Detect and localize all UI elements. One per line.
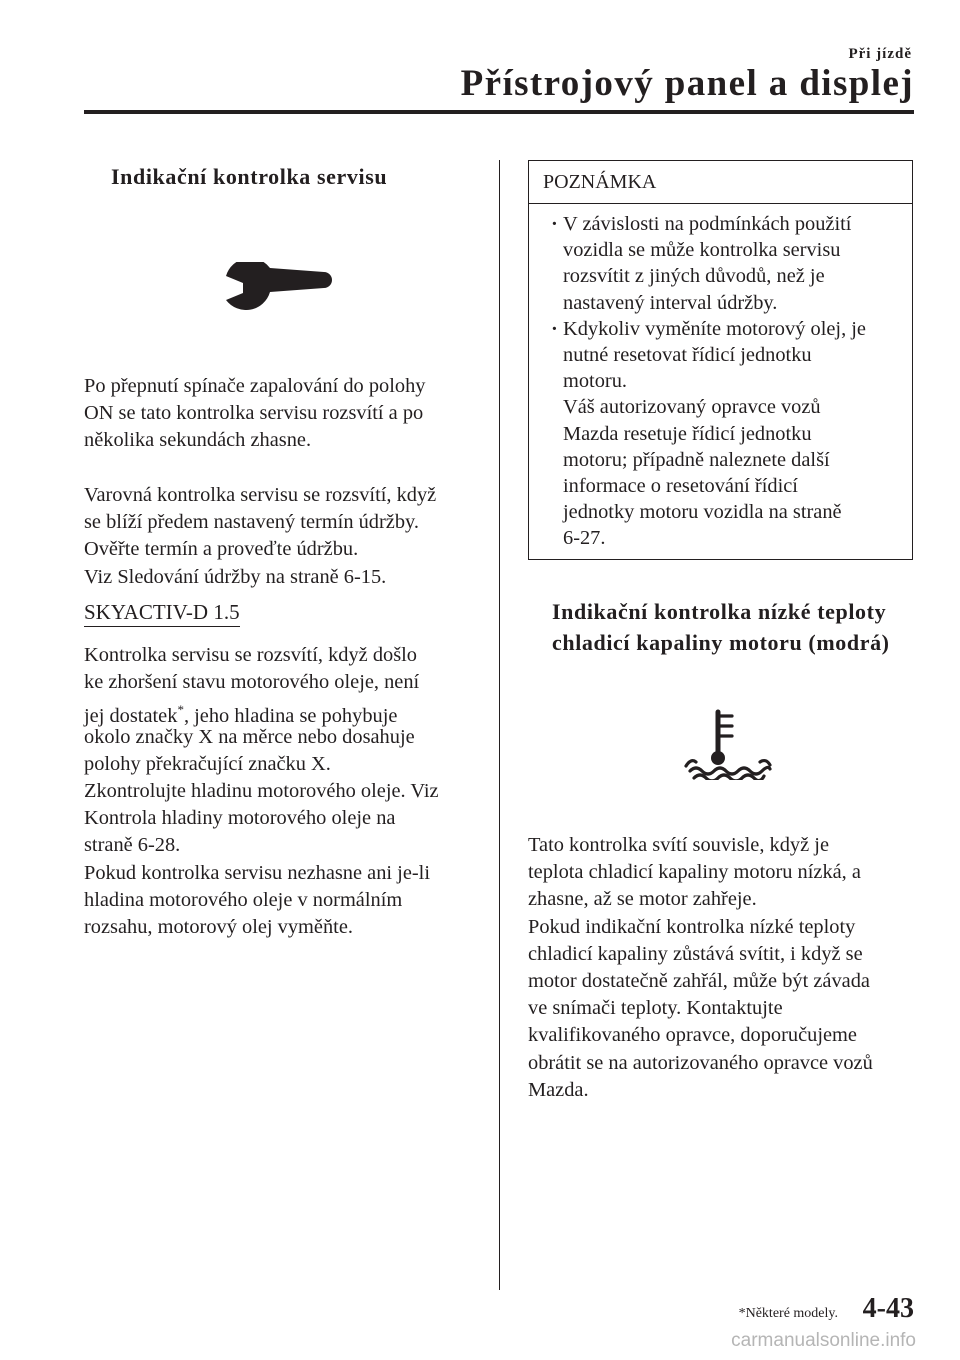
note-box xyxy=(528,160,913,560)
watermark: carmanualsonline.info xyxy=(731,1330,916,1351)
bullet: · xyxy=(551,317,558,340)
service-paragraph-1: Po přepnutí spínače zapalování do polohy ON se tato kontrolka servisu rozsvítí a po několika sekundách zhasne. xyxy=(84,375,426,452)
note-list: · V závislosti na podmínkách použití vozidla se může kontrolka servisu rozsvítit z jiných důvodů, než je nastavený interval údržby. · Kdykoliv vyměníte motorový olej, je nutné resetovat řídicí jednotku motoru. Váš autorizovaný opravce vozů Mazda resetuje řídicí jednotku motoru; případně naleznete další informace o resetování řídicí jednotky motoru vozidla na straně 6-27. xyxy=(551,213,866,550)
note-item-1: · V závislosti na podmínkách použití xyxy=(551,211,866,237)
low-coolant-temperature-icon xyxy=(682,708,774,780)
page-number: 4-43 xyxy=(862,1293,914,1324)
header-rule xyxy=(84,110,914,114)
note-item-2: · Kdykoliv vyměníte motorový olej, je xyxy=(551,316,866,342)
section-label: Při jízdě xyxy=(848,46,912,62)
wrench-icon xyxy=(226,262,338,310)
skyactiv-paragraph: Kontrolka servisu se rozsvítí, když došlo ke zhoršení stavu motorového oleje, není jej dostatek*, jeho hladina se pohybuje okolo značky X na měrce nebo dosahuje polohy překračující značku X. Zkontrolujte hladinu motorového oleje. Viz Kontrola hladiny motorového oleje na straně 6-28. Pokud kontrolka servisu nezhasne ani je-li hladina motorového oleje v normálním rozsahu, motorový olej vyměňte. xyxy=(84,644,439,938)
column-divider xyxy=(499,160,500,1290)
coolant-indicator-heading: Indikační kontrolka nízké teploty chladicí kapaliny motoru (modrá) xyxy=(552,599,890,655)
page-title: Přístrojový panel a displej xyxy=(460,63,914,104)
note-header: POZNÁMKA xyxy=(529,161,912,204)
footnote-some-models: *Některé modely. xyxy=(738,1306,838,1321)
service-indicator-heading: Indikační kontrolka servisu xyxy=(111,164,388,189)
bullet: · xyxy=(551,213,558,235)
skyactiv-subheading: SKYACTIV-D 1.5 xyxy=(84,600,240,627)
footnote-mark: * xyxy=(177,702,184,718)
service-paragraph-2: Varovná kontrolka servisu se rozsvítí, když se blíží předem nastavený termín údržby. Ověřte termín a proveďte údržbu. Viz Sledování údržby na straně 6-15. xyxy=(84,484,437,588)
coolant-paragraph: Tato kontrolka svítí souvisle, když je teplota chladicí kapaliny motoru nízká, a zhasne, až se motor zahřeje. Pokud indikační kontrolka nízké teploty chladicí kapaliny zůstává svítit, i když se motor dostatečně zahřál, může být závada ve snímači teploty. Kontaktujte kvalifikovaného opravce, doporučujeme obrátit se na autorizovaného opravce vozů Mazda. xyxy=(528,834,873,1101)
